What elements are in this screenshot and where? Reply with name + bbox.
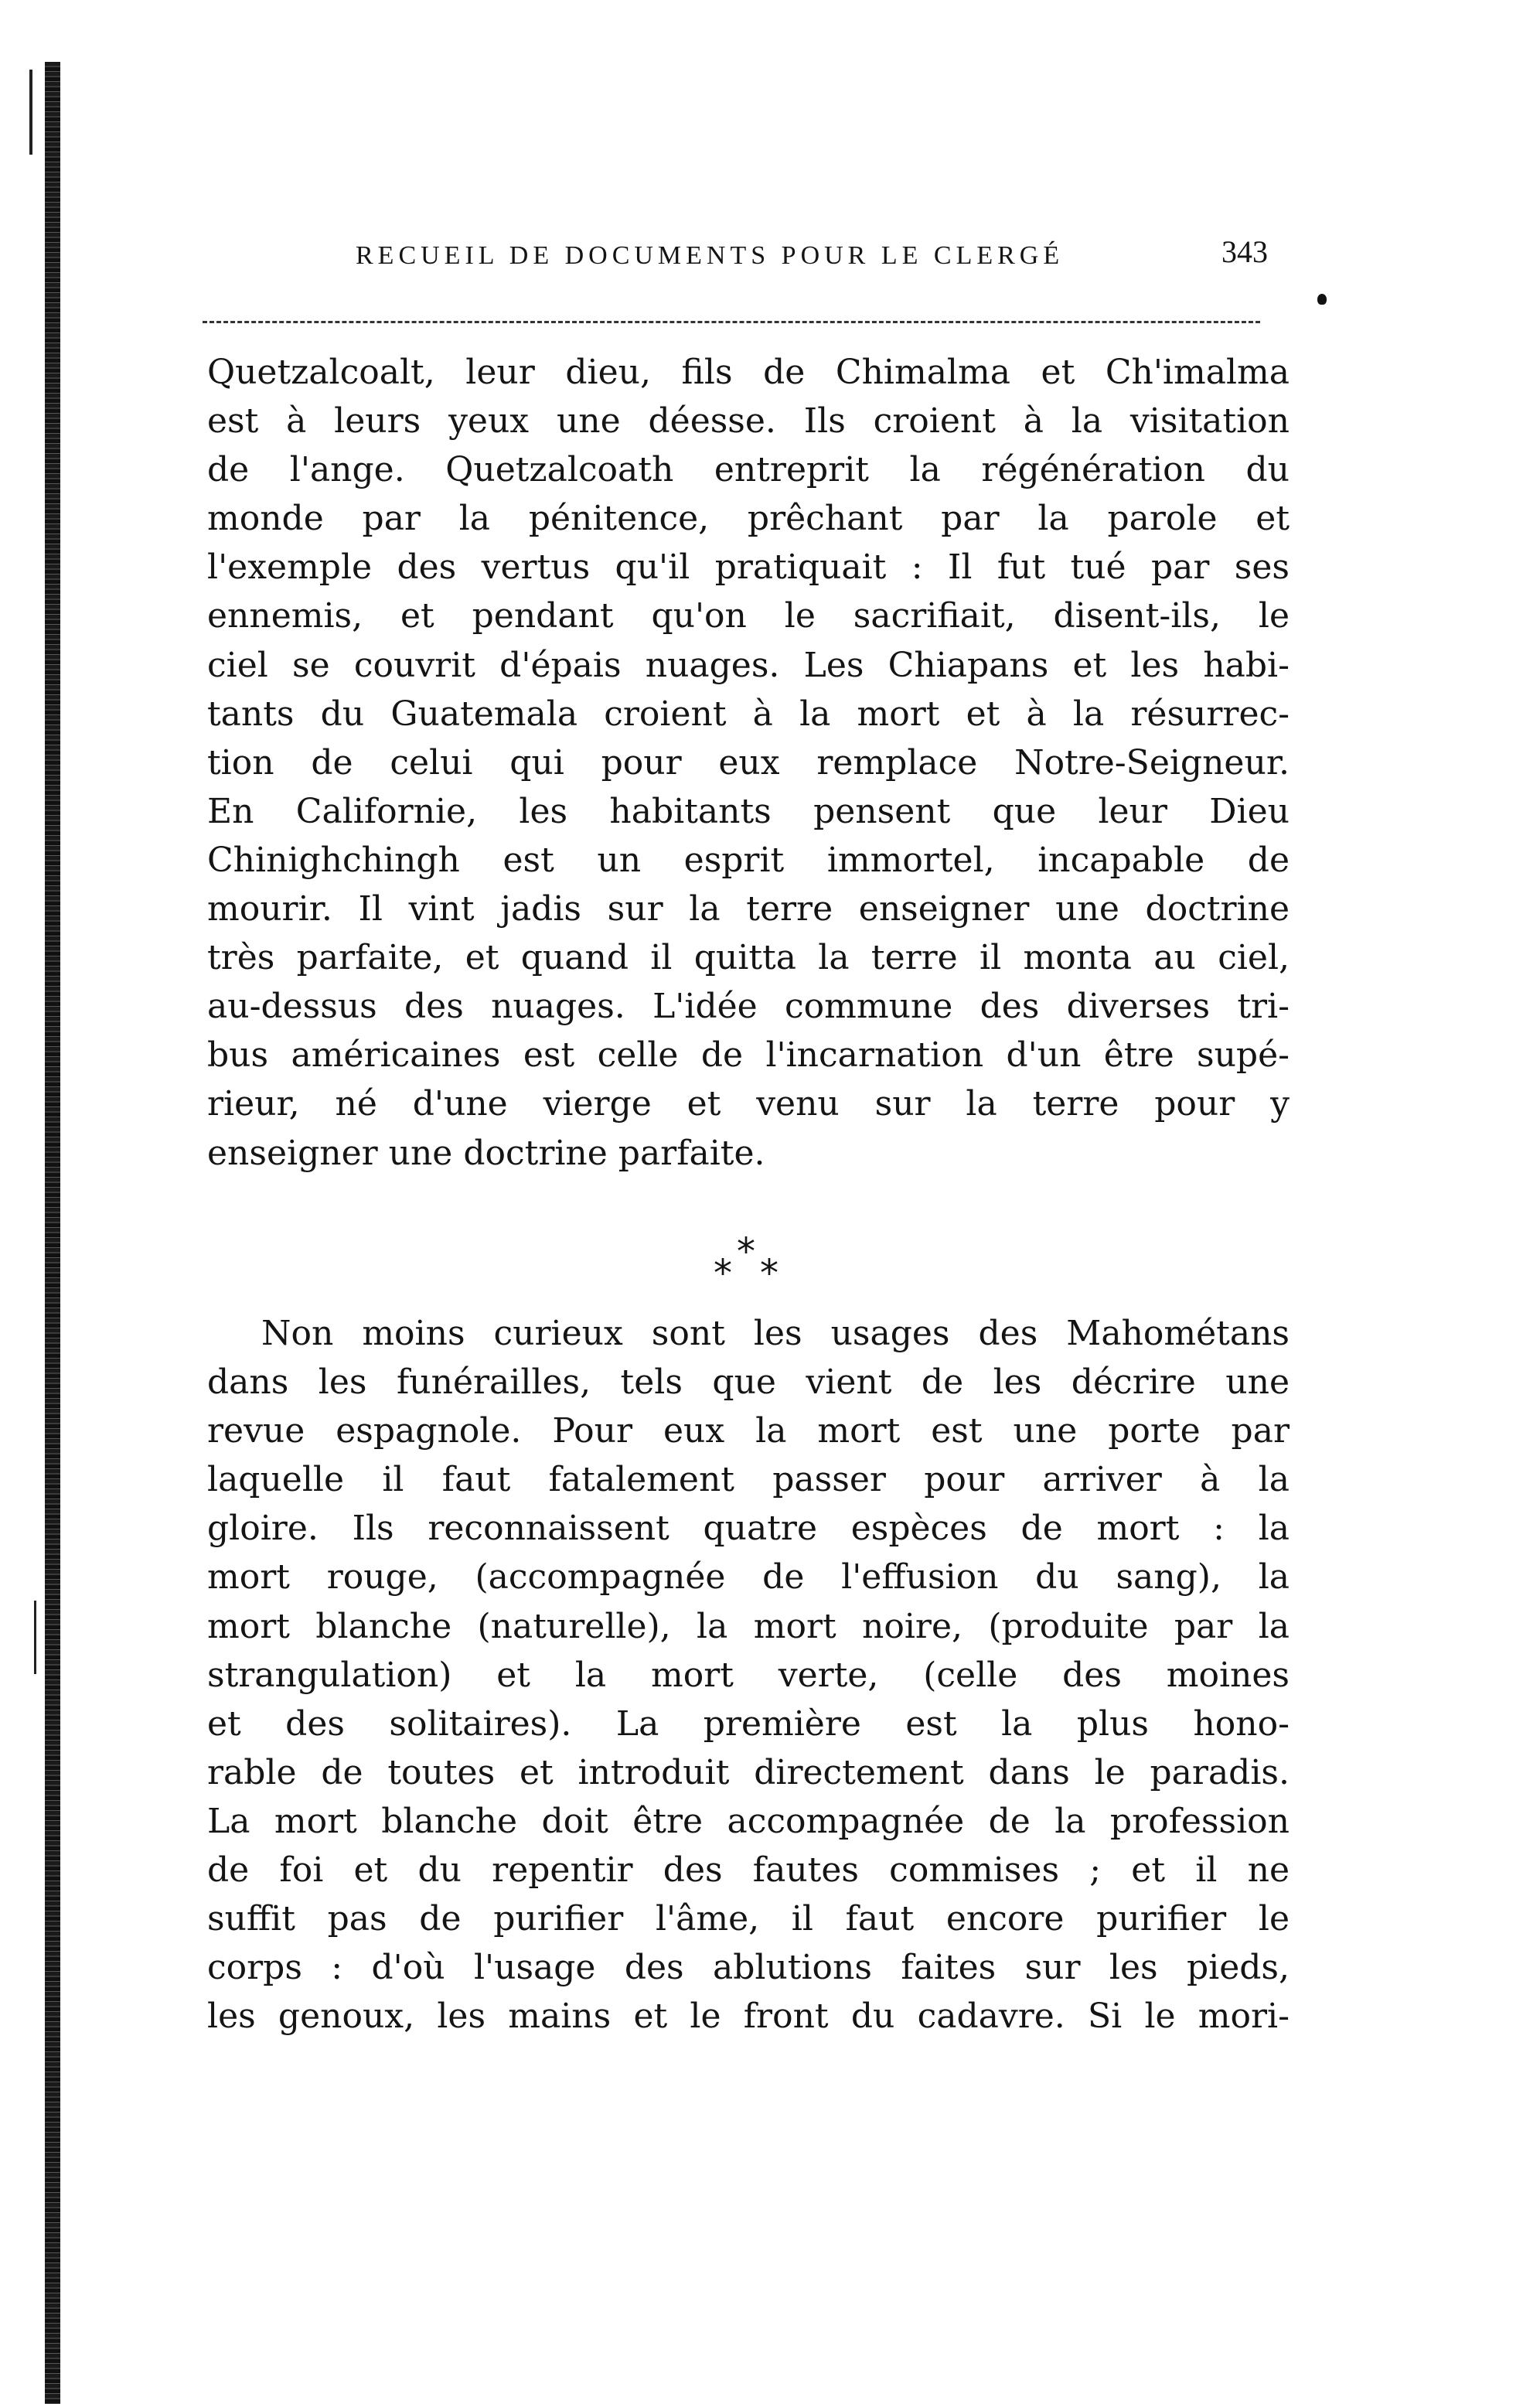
binding-mark bbox=[34, 1601, 36, 1674]
text-line: Quetzalcoalt, leur dieu, fils de Chimalma et Ch'imalma bbox=[207, 353, 1290, 392]
text-line: au-dessus des nuages. L'idée commune des diverses tri- bbox=[207, 987, 1290, 1027]
binding-mark bbox=[29, 70, 32, 155]
text-line: tion de celui qui pour eux remplace Notre-Seigneur. bbox=[207, 742, 1290, 783]
text-line: de l'ange. Quetzalcoath entreprit la régénération du bbox=[207, 450, 1290, 490]
text-line: En Californie, les habitants pensent que leur Dieu bbox=[207, 791, 1290, 831]
text-line: gloire. Ils reconnaissent quatre espèces de mort : la bbox=[207, 1509, 1290, 1549]
text-line: monde par la pénitence, prêchant par la parole et bbox=[207, 499, 1290, 539]
running-header bbox=[209, 234, 1345, 280]
ink-dot bbox=[1317, 294, 1327, 305]
asterism-star: * bbox=[760, 1252, 779, 1295]
asterism-separator bbox=[707, 1230, 792, 1303]
text-line: Chinighchingh est un esprit immortel, incapable de bbox=[207, 840, 1290, 880]
text-line: et des solitaires). La première est la plus hono- bbox=[207, 1703, 1290, 1744]
text-line: les genoux, les mains et le front du cadavre. Si le mori- bbox=[207, 1997, 1290, 2037]
page-number: 343 bbox=[1221, 234, 1268, 269]
text-line: de foi et du repentir des fautes commises ; et il ne bbox=[207, 1850, 1290, 1891]
text-line: mourir. Il vint jadis sur la terre enseigner une doctrine bbox=[207, 889, 1290, 929]
text-line: tants du Guatemala croient à la mort et à la résurrec- bbox=[207, 694, 1290, 734]
text-line: strangulation) et la mort verte, (celle des moines bbox=[207, 1655, 1290, 1695]
text-line: revue espagnole. Pour eux la mort est une porte par bbox=[207, 1411, 1290, 1451]
text-line: l'exemple des vertus qu'il pratiquait : Il fut tué par ses bbox=[207, 547, 1290, 588]
text-line: ciel se couvrit d'épais nuages. Les Chiapans et les habi- bbox=[207, 645, 1290, 685]
text-line: suffit pas de purifier l'âme, il faut encore purifier le bbox=[207, 1899, 1290, 1939]
text-line: Non moins curieux sont les usages des Mahométans bbox=[261, 1314, 1290, 1353]
text-line: mort blanche (naturelle), la mort noire, (produite par la bbox=[207, 1606, 1290, 1646]
page-binding-edge bbox=[45, 62, 60, 2404]
text-line: rable de toutes et introduit directement dans le paradis. bbox=[207, 1752, 1290, 1792]
text-line: mort rouge, (accompagnée de l'effusion du sang), la bbox=[207, 1557, 1290, 1598]
text-line: est à leurs yeux une déesse. Ils croient à la visitation bbox=[207, 401, 1290, 442]
paragraph-2 bbox=[207, 1309, 1290, 2041]
text-line: La mort blanche doit être accompagnée de la profession bbox=[207, 1801, 1290, 1841]
text-line: rieur, né d'une vierge et venu sur la terre pour y bbox=[207, 1084, 1290, 1124]
text-line: enseigner une doctrine parfaite. bbox=[207, 1133, 765, 1173]
running-title: RECUEIL DE DOCUMENTS POUR LE CLERGÉ bbox=[356, 241, 1065, 270]
text-line: bus américaines est celle de l'incarnation d'un être supé- bbox=[207, 1035, 1290, 1076]
text-line: corps : d'où l'usage des ablutions faites sur les pieds, bbox=[207, 1948, 1290, 1988]
text-line: dans les funérailles, tels que vient de les décrire une bbox=[207, 1362, 1290, 1403]
text-line: laquelle il faut fatalement passer pour arriver à la bbox=[207, 1460, 1290, 1500]
text-line: ennemis, et pendant qu'on le sacrifiait, disent-ils, le bbox=[207, 596, 1290, 636]
text-line: très parfaite, et quand il quitta la terre il monta au ciel, bbox=[207, 938, 1290, 978]
asterism-star: * bbox=[714, 1252, 732, 1295]
paragraph-1 bbox=[207, 348, 1290, 1178]
asterism-star: * bbox=[737, 1230, 755, 1274]
header-rule bbox=[203, 321, 1260, 323]
